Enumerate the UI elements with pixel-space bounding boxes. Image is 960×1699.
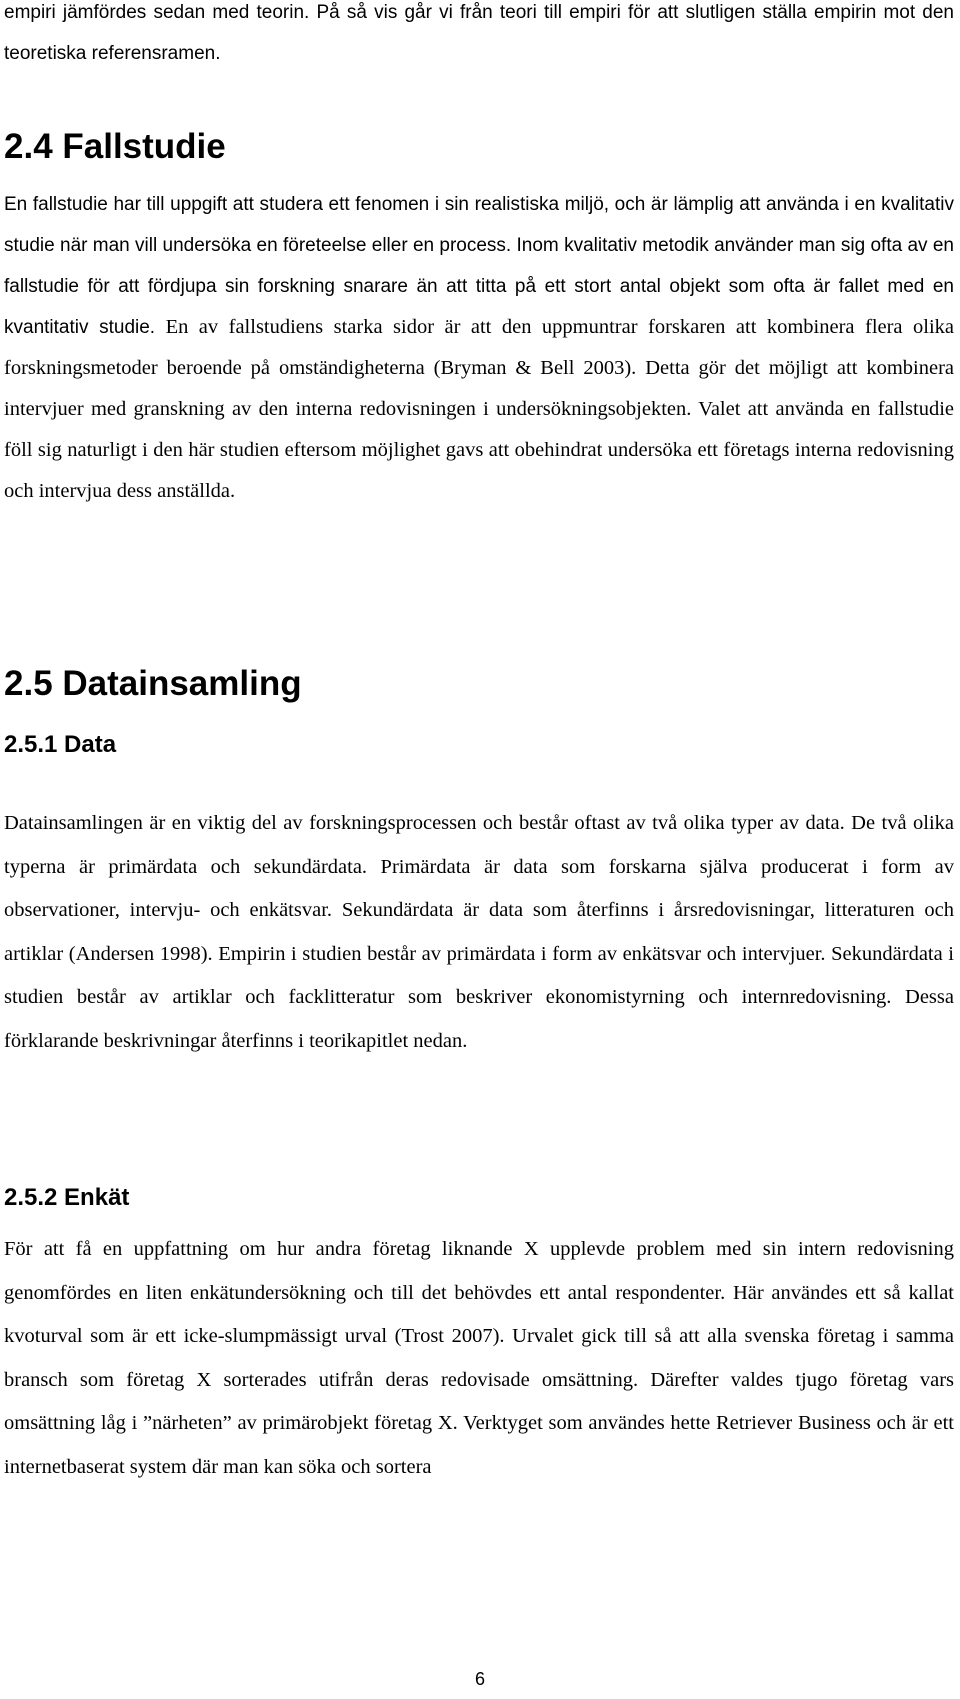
section-heading-2-5-2: 2.5.2 Enkät [4,1184,130,1211]
intro-paragraph [4,0,954,74]
section-heading-2-5: 2.5 Datainsamling [4,664,302,703]
fallstudie-rest-text: En av fallstudiens starka sidor är att den uppmuntrar forskaren att kombinera flera olika forskningsmetoder beroende på omständigheterna (Bryman & Bell 2003). Detta gör det möjligt att kombinera intervjuer med granskning av den interna redovisningen i undersökningsobjekten. Valet att använda en fallstudie föll sig naturligt i den här studien eftersom möjlighet gavs att obehindrat undersöka ett företags interna redovisning och intervjua dess anställda. [4,316,954,502]
section-heading-2-5-1: 2.5.1 Data [4,731,117,758]
intro-text: empiri jämfördes sedan med teorin. På så vis går vi från teori till empiri för att slutligen ställa empirin mot den teoretiska referensramen. [4,2,954,64]
page-number: 6 [474,1669,485,1689]
fallstudie-paragraph [4,184,954,512]
section-heading-2-4: 2.4 Fallstudie [4,127,226,166]
fallstudie-lead-text: En fallstudie har till uppgift att studera ett fenomen i sin realistiska miljö, och är lämplig att använda i en kvalitativ studie när man vill undersöka en företeelse eller en process. Inom kvalitativ metodik använder man sig ofta av en fallstudie för att fördjupa sin forskning snarare än att titta på ett stort antal objekt som ofta är fallet med en kvantitativ studie. [4,194,954,338]
enkat-paragraph: För att få en uppfattning om hur andra företag liknande X upplevde problem med sin intern redovisning genomfördes en liten enkätundersökning och till det behövdes ett antal respondenter. Här användes ett så kallat kvoturval som är ett icke-slumpmässigt urval (Trost 2007). Urvalet gick till så att alla svenska företag i samma bransch som företag X sorterades utifrån deras redovisade omsättning. Därefter valdes tjugo företag vars omsättning låg i ”närheten” av primärobjekt företag X. Verktyget som användes hette Retriever Business och är ett internetbaserat system där man kan söka och sortera [4,1238,954,1478]
data-paragraph: Datainsamlingen är en viktig del av forskningsprocessen och består oftast av två olika typer av data. De två olika typerna är primärdata och sekundärdata. Primärdata är data som forskarna själva producerat i form av observationer, intervju- och enkätsvar. Sekundärdata är data som återfinns i årsredovisningar, litteraturen och artiklar (Andersen 1998). Empirin i studien består av primärdata i form av enkätsvar och intervjuer. Sekundärdata i studien består av artiklar och facklitteratur som beskriver ekonomistyrning och internredovisning. Dessa förklarande beskrivningar återfinns i teorikapitlet nedan. [4,812,954,1052]
